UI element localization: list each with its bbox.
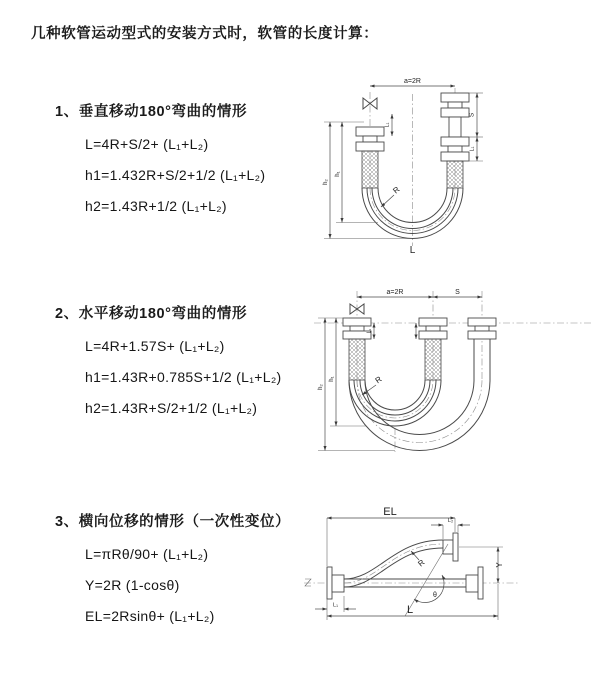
dim-label-l2: L₂ bbox=[447, 518, 454, 524]
dim-label-l1: L₁ bbox=[333, 602, 338, 609]
dim-label-radius: R bbox=[416, 557, 427, 569]
dim-label-length: L bbox=[409, 245, 416, 256]
formula-h1: h1=1.432R+S/2+1/2 (L₁+L₂) bbox=[85, 167, 266, 183]
dim-label-s: S bbox=[468, 112, 476, 118]
dim-label-h1: h₁ bbox=[335, 171, 341, 177]
middle-fitting bbox=[419, 318, 447, 380]
dim-label-l1-right: L₁ bbox=[469, 146, 476, 152]
diagram-lateral-displacement bbox=[298, 498, 600, 648]
section-horizontal-movement bbox=[55, 302, 282, 424]
u-bend-hose-position1 bbox=[349, 380, 441, 426]
dim-label-y: Y bbox=[495, 562, 504, 568]
centerline-break-mark bbox=[305, 579, 311, 586]
formula-length: L=4R+S/2+ (L₁+L₂) bbox=[85, 136, 209, 152]
section-lateral-displacement bbox=[55, 510, 290, 632]
section-2-formulas bbox=[85, 331, 282, 424]
diagram-vertical-180-bend bbox=[308, 72, 573, 256]
dim-label-l1: L₁ bbox=[366, 328, 373, 334]
dim-label-a2r: a=2R bbox=[404, 78, 421, 85]
dim-label-radius: R bbox=[373, 374, 384, 386]
dim-label-l: L bbox=[406, 604, 414, 616]
formula-h2: h2=1.43R+S/2+1/2 (L₁+L₂) bbox=[85, 400, 258, 416]
diagram-horizontal-180-bend bbox=[306, 282, 598, 454]
dim-label-h1: h₁ bbox=[329, 376, 335, 382]
section-vertical-movement bbox=[55, 100, 265, 222]
section-3-heading: 3、横向位移的情形（一次性变位） bbox=[55, 514, 291, 530]
section-1-formulas bbox=[85, 129, 265, 222]
formula-length: L=4R+1.57S+ (L₁+L₂) bbox=[85, 338, 225, 354]
dim-label-radius: R bbox=[391, 184, 402, 196]
dim-label-h2: h₂ bbox=[323, 179, 329, 185]
section-1-heading: 1、垂直移动180°弯曲的情形 bbox=[55, 104, 248, 120]
right-flange bbox=[466, 567, 483, 599]
section-2-heading: 2、水平移动180°弯曲的情形 bbox=[55, 306, 248, 322]
left-flange bbox=[327, 567, 344, 599]
u-bend-hose-position2 bbox=[349, 380, 490, 451]
formula-length: L=πRθ/90+ (L₁+L₂) bbox=[85, 546, 209, 562]
dim-label-el: EL bbox=[383, 506, 397, 518]
formula-h1: h1=1.43R+0.785S+1/2 (L₁+L₂) bbox=[85, 369, 282, 385]
hose-displaced-position bbox=[344, 540, 443, 587]
left-fitting bbox=[356, 127, 384, 188]
formula-y: Y=2R (1-cosθ) bbox=[85, 577, 180, 593]
formula-h2: h2=1.43R+1/2 (L₁+L₂) bbox=[85, 198, 227, 214]
dim-label-l1-left: L₁ bbox=[384, 122, 391, 128]
page-title: 几种软管运动型式的安装方式时，软管的长度计算： bbox=[31, 26, 379, 42]
dim-label-a2r: a=2R bbox=[386, 289, 404, 296]
section-3-formulas bbox=[85, 539, 290, 632]
formula-el: EL=2Rsinθ+ (L₁+L₂) bbox=[85, 608, 215, 624]
displaced-flange bbox=[443, 533, 458, 561]
dim-label-h2: h₂ bbox=[318, 384, 324, 390]
left-fitting bbox=[343, 318, 371, 380]
dim-label-theta: θ bbox=[433, 592, 437, 599]
right-fitting bbox=[441, 93, 469, 188]
dim-label-s: S bbox=[455, 289, 460, 296]
